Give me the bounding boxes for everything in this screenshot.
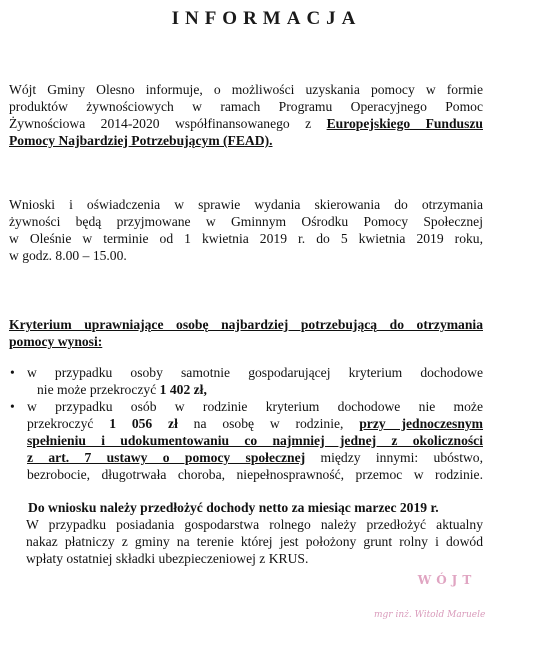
- text-line: Wójt Gminy Olesno informuje, o możliwości uzyskania pomocy w formie: [9, 82, 483, 97]
- text-line: z art. 7 ustawy o pomocy społecznej między innymi: ubóstwo,: [27, 450, 483, 465]
- stamp-signature: mgr inż. Witold Maruele: [374, 610, 486, 620]
- text-line: nie może przekroczyć 1 402 zł,: [37, 382, 207, 397]
- text-line: w przypadku osoby samotnie gospodarującej kryterium dochodowe: [27, 365, 483, 380]
- text-line: W przypadku posiadania gospodarstwa rolnego należy przedłożyć aktualny: [26, 517, 483, 532]
- income-limit-family: 1 056 zł: [109, 416, 178, 431]
- criterion-heading: [9, 316, 483, 350]
- text-line: Żywnościowa 2014-2020 współfinansowanego z Europejskiego Funduszu: [9, 116, 483, 131]
- text-line: nakaz płatniczy z gminy na terenie której jest położony grunt rolny i dowód: [26, 534, 483, 549]
- bullet-glyph: •: [10, 399, 15, 414]
- text-line: wpłaty ostatniej składki ubezpieczeniowej z KRUS.: [26, 551, 309, 566]
- text-line: Do wniosku należy przedłożyć dochody netto za miesiąc marzec 2019 r.: [28, 500, 439, 515]
- list-item: [10, 364, 483, 398]
- text-line: pomocy wynosi:: [9, 334, 103, 349]
- text-line: Kryterium uprawniające osobę najbardziej potrzebującą do otrzymania: [9, 317, 483, 332]
- official-stamp: [374, 573, 502, 620]
- fund-name: Europejskiego Funduszu: [326, 116, 483, 131]
- stamp-office: WÓJT: [417, 573, 477, 587]
- application-paragraph: [9, 196, 483, 264]
- documents-paragraph: [26, 499, 483, 567]
- text-line: żywności będą przyjmowane w Gminnym Ośrodku Pomocy Społecznej: [9, 214, 483, 229]
- text-line: bezrobocie, długotrwała choroba, niepełnosprawność, przemoc w rodzinie.: [27, 467, 483, 482]
- income-limit-single: 1 402 zł,: [159, 382, 207, 397]
- text-line: przekroczyć 1 056 zł na osobę w rodzinie, przy jednoczesnym: [27, 416, 484, 431]
- text-line: Wnioski i oświadczenia w sprawie wydania skierowania do otrzymania: [9, 197, 483, 212]
- fund-name-continued: Pomocy Najbardziej Potrzebującym (FEAD).: [9, 133, 273, 148]
- page-title: INFORMACJA: [171, 8, 362, 29]
- bullet-glyph: •: [10, 365, 15, 380]
- announcement-paragraph: [9, 81, 483, 149]
- text-line: w przypadku osób w rodzinie kryterium dochodowe nie może: [27, 399, 483, 414]
- list-item: [10, 398, 483, 483]
- text-line: w godz. 8.00 – 15.00.: [9, 248, 127, 263]
- text-line: produktów żywnościowych w ramach Programu Operacyjnego Pomoc: [9, 99, 483, 114]
- text-line: w Oleśnie w terminie od 1 kwietnia 2019 r. do 5 kwietnia 2019 roku,: [9, 231, 483, 246]
- text-line: spełnieniu i udokumentowaniu co najmniej jednej z okoliczności: [27, 433, 483, 448]
